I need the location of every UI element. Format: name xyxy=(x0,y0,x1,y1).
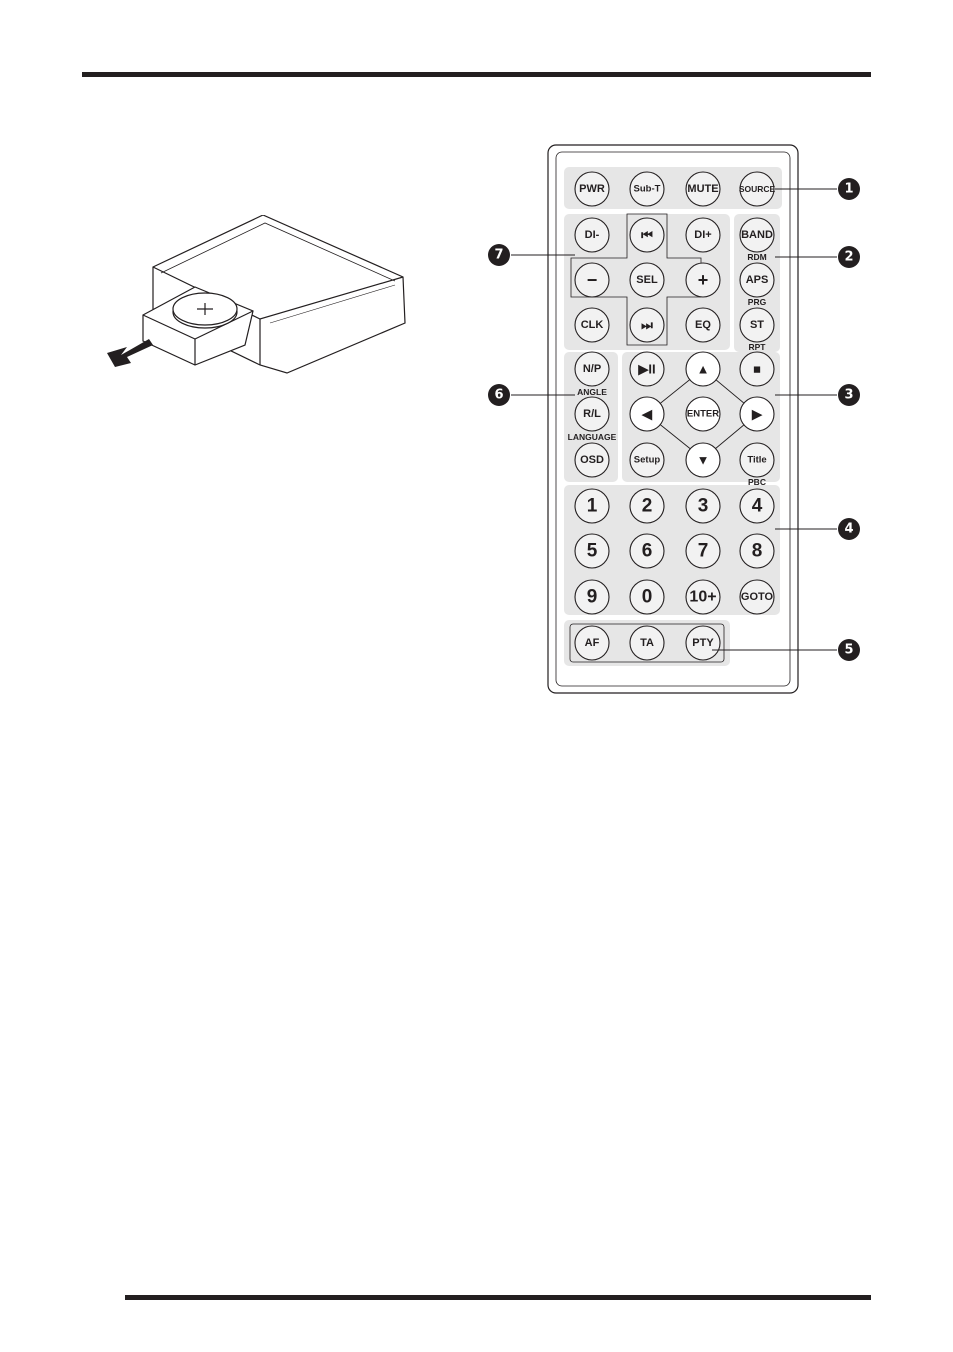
button-enter[interactable] xyxy=(686,397,720,431)
sublabel-prg: PRG xyxy=(747,297,767,307)
button-play-pause-label: ▶II xyxy=(638,361,656,377)
button-pty[interactable] xyxy=(686,626,720,660)
button-af-label: AF xyxy=(584,637,600,649)
button-di-minus[interactable] xyxy=(575,218,609,252)
button-osd[interactable] xyxy=(575,443,609,477)
button-aps[interactable] xyxy=(740,263,774,297)
button-right-label: ▶ xyxy=(752,406,762,422)
button-num-4-label: 4 xyxy=(751,495,763,517)
button-num-7-label: 7 xyxy=(697,540,709,562)
callout-c5-number: 5 xyxy=(844,642,854,658)
button-up[interactable] xyxy=(686,352,720,386)
button-num-8[interactable] xyxy=(740,534,774,568)
button-num-5[interactable] xyxy=(575,534,609,568)
sublabel-pbc: PBC xyxy=(748,477,766,487)
battery-insertion-illustration xyxy=(105,215,415,375)
button-vol-minus[interactable] xyxy=(575,263,609,297)
button-band[interactable] xyxy=(740,218,774,252)
callout-c6-number: 6 xyxy=(494,387,504,403)
button-di-minus-label: DI- xyxy=(584,229,600,241)
callout-c7-number: 7 xyxy=(494,247,504,263)
button-num-2-label: 2 xyxy=(641,495,653,517)
button-goto[interactable] xyxy=(740,580,774,614)
sublabel-rpt: RPT xyxy=(748,342,766,352)
button-di-plus[interactable] xyxy=(686,218,720,252)
button-num-5-label: 5 xyxy=(586,540,598,562)
button-down-label: ▼ xyxy=(696,452,710,468)
button-stop-label: ■ xyxy=(753,361,761,377)
button-right[interactable] xyxy=(740,397,774,431)
button-next[interactable] xyxy=(630,308,664,342)
button-np[interactable] xyxy=(575,352,609,386)
button-band-label: BAND xyxy=(741,229,773,241)
top-rule xyxy=(82,72,871,77)
button-num-9[interactable] xyxy=(575,580,609,614)
sublabel-rdm: RDM xyxy=(747,252,767,262)
button-left-label: ◀ xyxy=(642,406,652,422)
button-source-label: SOURCE xyxy=(738,184,776,194)
button-eq-label: EQ xyxy=(695,319,711,331)
button-num-3-label: 3 xyxy=(697,495,709,517)
button-left[interactable] xyxy=(630,397,664,431)
button-num-7[interactable] xyxy=(686,534,720,568)
button-num-6-label: 6 xyxy=(641,540,653,562)
callout-c3-number: 3 xyxy=(844,387,854,403)
button-pwr[interactable] xyxy=(575,172,609,206)
button-st-label: ST xyxy=(749,319,765,331)
button-rl[interactable] xyxy=(575,397,609,431)
button-down[interactable] xyxy=(686,443,720,477)
button-sub-t-label: Sub-T xyxy=(633,183,661,195)
button-ta[interactable] xyxy=(630,626,664,660)
button-num-0[interactable] xyxy=(630,580,664,614)
button-play-pause[interactable] xyxy=(630,352,664,386)
button-stop[interactable] xyxy=(740,352,774,386)
button-num-3[interactable] xyxy=(686,489,720,523)
button-num-9-label: 9 xyxy=(586,586,598,608)
button-clk-label: CLK xyxy=(580,319,604,331)
remote-control-diagram xyxy=(480,140,880,710)
button-ta-label: TA xyxy=(640,637,654,649)
button-num-0-label: 0 xyxy=(641,586,653,608)
button-goto-label: GOTO xyxy=(740,591,774,603)
callout-c1-number: 1 xyxy=(844,181,854,197)
bottom-rule xyxy=(125,1295,871,1300)
button-mute[interactable] xyxy=(686,172,720,206)
button-num-10plus-label: 10+ xyxy=(689,588,717,606)
button-num-1-label: 1 xyxy=(586,495,598,517)
callout-c2-number: 2 xyxy=(844,249,854,265)
button-title[interactable] xyxy=(740,443,774,477)
button-setup[interactable] xyxy=(630,443,664,477)
button-num-4[interactable] xyxy=(740,489,774,523)
button-rl-label: R/L xyxy=(583,408,601,420)
button-mute-label: MUTE xyxy=(687,183,719,195)
button-num-2[interactable] xyxy=(630,489,664,523)
button-af[interactable] xyxy=(575,626,609,660)
button-di-plus-label: DI+ xyxy=(694,229,712,241)
button-num-8-label: 8 xyxy=(751,540,763,562)
button-next-label: ⏭ xyxy=(641,317,653,333)
button-sel[interactable] xyxy=(630,263,664,297)
button-sel-label: SEL xyxy=(636,274,658,286)
button-prev[interactable] xyxy=(630,218,664,252)
button-vol-minus-label: − xyxy=(586,270,598,290)
button-np-label: N/P xyxy=(582,363,602,375)
button-vol-plus-label: + xyxy=(697,270,709,290)
button-num-10plus[interactable] xyxy=(686,580,720,614)
button-enter-label: ENTER xyxy=(686,408,720,420)
button-pwr-label: PWR xyxy=(579,183,605,195)
button-sub-t[interactable] xyxy=(630,172,664,206)
button-clk[interactable] xyxy=(575,308,609,342)
button-title-label: Title xyxy=(747,454,767,466)
button-st[interactable] xyxy=(740,308,774,342)
callout-c4-number: 4 xyxy=(844,521,854,537)
button-eq[interactable] xyxy=(686,308,720,342)
button-num-6[interactable] xyxy=(630,534,664,568)
button-setup-label: Setup xyxy=(633,454,661,466)
button-osd-label: OSD xyxy=(580,454,604,466)
button-pty-label: PTY xyxy=(692,637,714,649)
button-prev-label: ⏮ xyxy=(641,227,653,243)
sublabel-language: LANGUAGE xyxy=(567,432,617,442)
button-aps-label: APS xyxy=(745,274,769,286)
button-up-label: ▲ xyxy=(696,361,710,377)
sublabel-angle: ANGLE xyxy=(577,387,607,397)
button-num-1[interactable] xyxy=(575,489,609,523)
button-vol-plus[interactable] xyxy=(686,263,720,297)
